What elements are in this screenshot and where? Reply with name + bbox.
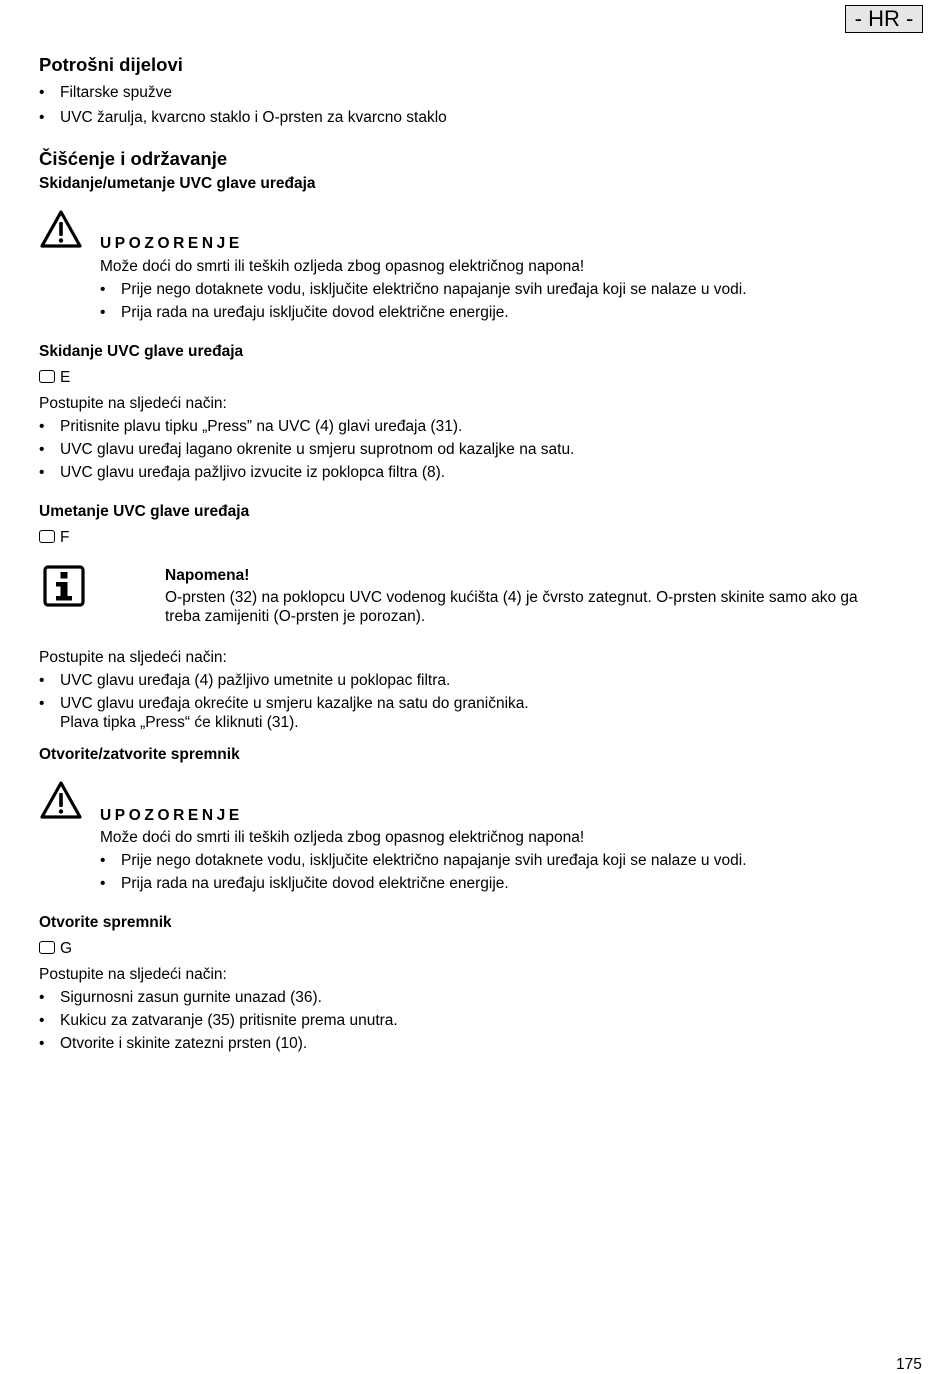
subsection-title: Skidanje UVC glave uređaja xyxy=(39,343,244,360)
subsection-title: Skidanje/umetanje UVC glave uređaja xyxy=(39,175,316,192)
subsection-title: Umetanje UVC glave uređaja xyxy=(39,503,250,520)
subsection-title: Otvorite spremnik xyxy=(39,914,172,931)
language-badge: - HR - xyxy=(845,5,923,33)
warning-triangle-icon xyxy=(39,780,83,820)
subsection-title: Otvorite/zatvorite spremnik xyxy=(39,746,240,763)
procedure-intro: Postupite na sljedeći način: xyxy=(39,395,227,412)
warning-text: Može doći do smrti ili teških ozljeda zbog opasnog električnog napona! xyxy=(100,829,585,846)
note-title: Napomena! xyxy=(165,567,250,584)
figure-reference: F xyxy=(39,529,69,547)
warning-text: Može doći do smrti ili teških ozljeda zbog opasnog električnog napona! xyxy=(100,258,585,275)
figure-reference-icon xyxy=(39,530,55,543)
page-number: 175 xyxy=(896,1356,922,1373)
section-title-cleaning: Čišćenje i održavanje xyxy=(39,148,228,169)
warning-title: UPOZORENJE xyxy=(100,235,243,252)
warning-triangle-icon xyxy=(39,209,83,249)
figure-reference-icon xyxy=(39,941,55,954)
section-title-consumables: Potrošni dijelovi xyxy=(39,54,183,75)
list-item-continuation: Plava tipka „Press“ će kliknuti (31). xyxy=(60,714,299,731)
note-text: treba zamijeniti (O-prsten je porozan). xyxy=(165,608,426,625)
figure-reference: G xyxy=(39,940,72,958)
procedure-intro: Postupite na sljedeći način: xyxy=(39,649,227,666)
note-text: O-prsten (32) na poklopcu UVC vodenog kućišta (4) je čvrsto zategnut. O-prsten skinite samo ako ga xyxy=(165,589,858,606)
procedure-intro: Postupite na sljedeći način: xyxy=(39,966,227,983)
info-icon xyxy=(43,565,85,607)
figure-reference-icon xyxy=(39,370,55,383)
figure-reference: E xyxy=(39,369,70,387)
warning-title: UPOZORENJE xyxy=(100,807,243,824)
